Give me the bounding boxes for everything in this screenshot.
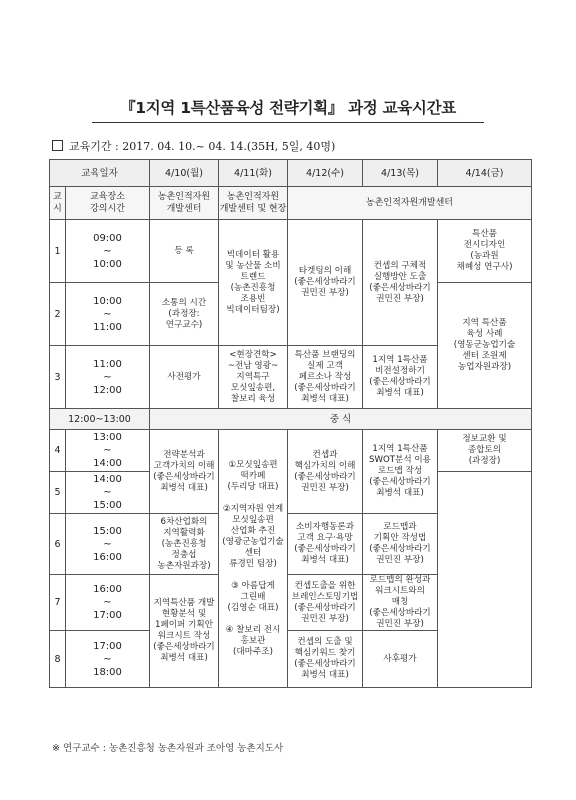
lunch-time: 12:00~13:00 [50, 409, 150, 430]
day-thu: 4/13(목) [363, 160, 438, 187]
schedule-table [49, 159, 532, 688]
checkbox-square-icon [52, 140, 63, 151]
wed-p12: 타겟팅의 이해 (좋은세상바라기 권민진 부장) [288, 220, 363, 346]
fri-p1: 특산품 전시디자인 (농과원 채혜성 연구사) [438, 220, 532, 283]
period-number: 7 [50, 575, 66, 631]
tue-p48: ①모싯잎송편 떡카페 (두리당 대표) ②지역자원 연계 모싯잎송편 산업화 추진 (영광군농업기술 센터 류경민 팀장) ③ 아름답게 그린배 (김영순 대표) ④ 찰보리 전시 홍보관 (대마주조) [219, 430, 288, 688]
title-block [92, 96, 484, 123]
period-text: 교육기간 : 2017. 04. 10.~ 04. 14.(35H, 5일, 40명) [69, 140, 336, 153]
thu-p7: 로드맵의 완성과 워크시트와의 매칭 (좋은세상바라기 권민진 부장) [363, 575, 438, 631]
day-fri: 4/14(금) [438, 160, 532, 187]
wed-p7: 컨셉도출을 위한 브레인스토밍기법 (좋은세상바라기 권민진 부장) [288, 575, 363, 631]
thu-p3: 1지역 1특산품 비전설정하기 (좋은세상바라기 최병석 대표) [363, 346, 438, 409]
period-time: 14:00 ~ 15:00 [66, 472, 150, 514]
period-time: 11:00 ~ 12:00 [66, 346, 150, 409]
day-mon: 4/10(월) [150, 160, 219, 187]
period-time: 09:00 ~ 10:00 [66, 220, 150, 283]
day-tue: 4/11(화) [219, 160, 288, 187]
period-number: 8 [50, 631, 66, 688]
period-line [52, 138, 335, 154]
mon-p45: 전략분석과 고객가치의 이해 (좋은세상바라기 최병석 대표) [150, 430, 219, 514]
period-number: 6 [50, 514, 66, 575]
fri-empty [438, 472, 532, 688]
wed-p8: 컨셉의 도출 및 핵심키워드 찾기 (좋은세상바라기 최병석 대표) [288, 631, 363, 688]
period-number: 1 [50, 220, 66, 283]
thu-p12: 컨셉의 구체적 실행방안 도출 (좋은세상바라기 권민진 부장) [363, 220, 438, 346]
mon-p78: 지역특산품 개발 현황분석 및 1페이퍼 기획안 워크시트 작성 (좋은세상바라기 최병석 대표) [150, 575, 219, 688]
mon-p3: 사전평가 [150, 346, 219, 409]
fri-p4: 정보교환 및 종합토의 (과정장) [438, 430, 532, 472]
page-title: 『1지역 1특산품육성 전략기획』 과정 교육시간표 [120, 99, 456, 117]
day-wed: 4/12(수) [288, 160, 363, 187]
wed-p45: 컨셉과 핵심가치의 이해 (좋은세상바라기 권민진 부장) [288, 430, 363, 514]
mon-p6: 6차산업화의 지역활력화 (농촌진흥청 정충섭 농촌자원과장) [150, 514, 219, 575]
footnote: ※ 연구교수 : 농촌진흥청 농촌자원과 조아영 농촌지도사 [52, 743, 284, 754]
wed-p6: 소비자행동론과 고객 요구·욕망 (좋은세상바라기 최병석 대표) [288, 514, 363, 575]
period-number: 2 [50, 283, 66, 346]
thu-p8: 사후평가 [363, 631, 438, 688]
period-col-header: 교 시 [50, 187, 66, 220]
period-time: 10:00 ~ 11:00 [66, 283, 150, 346]
period-time: 15:00 ~ 16:00 [66, 514, 150, 575]
wed-p3: 특산품 브랜딩의 실제 고객 페르소나 작성 (좋은세상바라기 최병석 대표) [288, 346, 363, 409]
period-time: 13:00 ~ 14:00 [66, 430, 150, 472]
tue-p3: <현장견학> ~전남 영광~ 지역특구 모싯잎송편, 찰보리 육성 [219, 346, 288, 409]
period-number: 3 [50, 346, 66, 409]
period-number: 5 [50, 472, 66, 514]
place-wed-fri: 농촌인적자원개발센터 [288, 187, 532, 220]
place-tue: 농촌인적자원 개발센터 및 현장 [219, 187, 288, 220]
date-header: 교육일자 [50, 160, 150, 187]
period-number: 4 [50, 430, 66, 472]
thu-p45: 1지역 1특산품 SWOT분석 이용 로드맵 작성 (좋은세상바라기 최병석 대표) [363, 430, 438, 514]
tue-p12: 빅데이터 활용 및 농산물 소비 트렌드 (농촌진흥청 조용빈 빅데이터팀장) [219, 220, 288, 346]
mon-p1: 등 록 [150, 220, 219, 283]
place-mon: 농촌인적자원 개발센터 [150, 187, 219, 220]
place-time-header: 교육장소 강의시간 [66, 187, 150, 220]
period-time: 16:00 ~ 17:00 [66, 575, 150, 631]
mon-p2: 소통의 시간 (과정장: 연구교수) [150, 283, 219, 346]
lunch-label: 중 식 [150, 409, 532, 430]
period-time: 17:00 ~ 18:00 [66, 631, 150, 688]
thu-p6: 로드맵과 기획안 작성법 (좋은세상바라기 권민진 부장) [363, 514, 438, 575]
title-underline [92, 122, 484, 123]
fri-p23: 지역 특산품 육성 사례 (영동군농업기술 센터 조원제 농업자원과장) [438, 283, 532, 409]
